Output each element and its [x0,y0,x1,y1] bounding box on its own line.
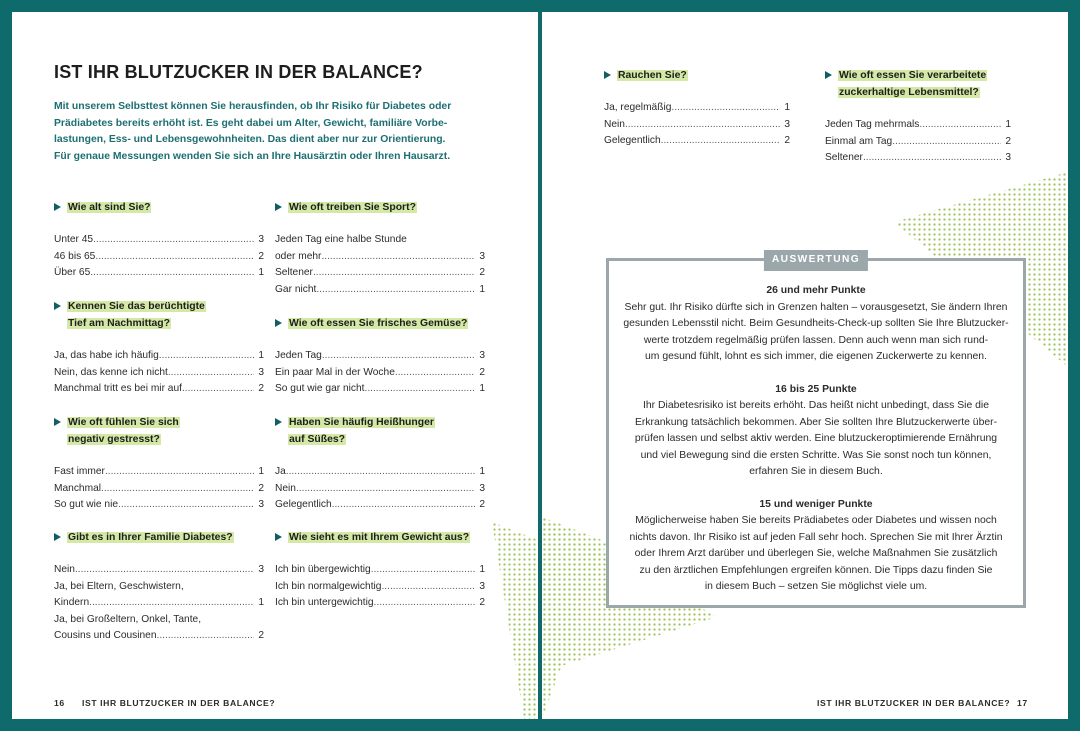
evaluation-section [609,497,1023,596]
question-heading [275,529,485,546]
arrow-right-icon [54,203,61,211]
answer-points: 2 [479,499,485,511]
answer-label: Manchmal tritt es bei mir auf [54,383,182,395]
question-stress [54,414,264,514]
answer-points: 3 [479,250,485,262]
question-text: Wie oft essen Sie frisches Gemüse? [289,318,468,329]
answer-label: Ja, bei Eltern, Geschwistern, [54,580,184,592]
dot-leader [105,464,254,481]
section-line: zu den ärztlichen Empfehlungen ergreifen können. Die Tipps dazu finden Sie [639,564,993,576]
answer-points: 3 [258,499,264,511]
question-sport [275,199,485,298]
dot-leader [395,365,475,382]
answer-label: Ich bin untergewichtig [275,597,374,609]
answer-label: Seltener [275,267,313,279]
answer-points: 3 [258,234,264,245]
dot-leader [286,464,476,481]
question-text: Wie sieht es mit Ihrem Gewicht aus? [289,532,470,543]
answer-list [604,100,790,150]
answer-points [260,612,264,629]
answer-label: Fast immer [54,466,105,477]
question-heading [825,67,1011,101]
answer-points: 1 [479,564,485,575]
arrow-right-icon [604,71,611,79]
answer-row [54,464,264,481]
answer-label: Unter 45 [54,234,94,245]
right-page [542,12,1068,719]
question-sweet-cravings [275,414,485,514]
dot-leader [89,595,254,612]
answer-row [54,595,264,612]
section-line: und viel Bewegung sind die ersten Schritte. Was Sie sonst noch tun können, [640,449,992,461]
section-line: Sehr gut. Ihr Risiko dürfte sich in Grenzen halten – vorausgesetzt, Sie ändern Ihren [624,301,1008,313]
answer-label: Ja, regelmäßig [604,102,672,113]
answer-row [54,232,264,249]
answer-label: Ja, das habe ich häufig [54,350,159,361]
section-line: erfahren Sie in diesem Buch. [749,466,883,477]
section-line: Erkrankung tatsächlich bekommen. Aber Sie sollten Ihre Blutzuckerwerte über- [634,416,998,428]
answer-label: Nein [604,118,625,130]
answer-label: 46 bis 65 [54,250,96,262]
dot-leader [168,365,254,382]
answer-list [275,232,485,298]
question-afternoon-slump [54,298,264,398]
answer-points: 3 [479,482,485,494]
answer-points: 2 [258,250,264,262]
dot-leader [316,282,475,299]
question-weight [275,529,485,612]
page-title: IST IHR BLUTZUCKER IN DER BALANCE? [54,62,423,82]
answer-points: 1 [1005,119,1011,130]
dot-leader [159,348,255,365]
dot-leader [90,265,254,282]
question-text: Wie alt sind Sie? [68,202,151,213]
answer-label: Gelegentlich [275,499,332,511]
answer-label: Ich bin normalgewichtig [275,580,382,592]
answer-list [54,562,264,645]
answer-row [825,150,1011,167]
answer-row [54,381,264,398]
dot-leader [182,381,254,398]
dot-leader [75,562,254,579]
answer-row [275,381,485,398]
dot-leader [661,133,781,150]
answer-points: 2 [1005,135,1011,147]
answer-points: 3 [479,580,485,592]
question-text: Gibt es in Ihrer Familie Diabetes? [68,532,233,543]
dot-leader [93,232,254,249]
evaluation-section [609,382,1023,481]
dot-leader [863,150,1001,167]
dot-leader [371,562,476,579]
answer-label: Über 65 [54,267,91,279]
answer-points: 2 [479,597,485,609]
arrow-right-icon [54,302,61,310]
answer-list [54,464,264,514]
answer-label: Jeden Tag mehrmals [825,119,920,130]
answer-points: 1 [479,283,485,295]
question-heading [275,315,485,332]
section-title: 26 und mehr Punkte [766,285,866,296]
dot-leader [407,232,481,249]
answer-points: 1 [784,102,790,113]
answer-points: 1 [479,466,485,477]
dot-leader [381,579,475,596]
arrow-right-icon [275,319,282,327]
question-text: Wie oft fühlen Sie sich [68,417,179,428]
question-text: negativ gestresst? [68,434,160,445]
dot-leader [201,612,260,629]
answer-points [260,579,264,596]
question-age [54,199,264,282]
section-line: oder Ihrem Arzt darüber und überlegen Sie, welche Maßnahmen Sie zusätzlich [634,548,998,559]
answer-list [825,117,1011,167]
arrow-right-icon [54,418,61,426]
running-head: IST IHR BLUTZUCKER IN DER BALANCE? [82,698,276,708]
answer-label: Nein [275,482,296,494]
question-heading [54,414,264,448]
section-line: nichts davon. Ihr Risiko ist auf jeden Fall sehr hoch. Sprechen Sie mit Ihrer Ärztin [629,531,1003,543]
answer-list [275,464,485,514]
dot-leader [332,497,476,514]
question-text: Rauchen Sie? [618,70,687,81]
answer-row [54,612,264,629]
question-heading [54,199,264,216]
answer-row [54,481,264,498]
answer-row [275,365,485,382]
evaluation-box [606,254,1026,608]
section-line: in diesem Buch – setzen Sie möglichst viele um. [704,581,928,592]
answer-points: 1 [258,466,264,477]
arrow-right-icon [275,418,282,426]
answer-points: 1 [258,597,264,609]
answer-row [54,249,264,266]
answer-points: 3 [1005,152,1011,164]
arrow-right-icon [275,203,282,211]
intro-paragraph [54,99,454,165]
page-number: 17 [1017,698,1028,708]
answer-label: Jeden Tag eine halbe Stunde [275,234,407,245]
answer-row [275,348,485,365]
dot-leader [321,249,475,266]
dot-leader [364,381,475,398]
section-line: Möglicherweise haben Sie bereits Prädiabetes oder Diabetes und wissen noch [635,515,997,526]
answer-points: 1 [258,267,264,279]
dot-leader [671,100,780,117]
dot-leader [296,481,475,498]
section-line: um gesund fühlt, lohnt es sich immer, die eigenen Zuckerwerte zu kennen. [645,351,987,362]
answer-points: 2 [258,482,264,494]
question-text: Tief am Nachmittag? [68,318,171,329]
answer-row [275,464,485,481]
answer-points [481,232,485,249]
dot-leader [322,348,476,365]
answer-list [275,562,485,612]
section-line: werte trotzdem regelmäßig prüfen lassen. Denn auch wenn man sich rund- [643,334,989,346]
answer-label: Ja, bei Großeltern, Onkel, Tante, [54,613,202,625]
question-heading [604,67,790,84]
question-heading [54,529,264,546]
evaluation-section [609,283,1023,366]
intro-line: Für genaue Messungen wenden Sie sich an Ihre Hausärztin oder Ihren Hausarzt. [54,150,451,162]
answer-points: 3 [258,564,264,575]
answer-row [54,265,264,282]
intro-line: Prädiabetes bereits erhöht ist. Es geht dabei um Alter, Gewicht, familiäre Vorbe- [54,117,448,129]
answer-label: Seltener [825,152,863,164]
answer-row [275,232,485,249]
arrow-right-icon [825,71,832,79]
question-smoking [604,67,790,150]
dot-leader [625,117,780,134]
section-title: 15 und weniger Punkte [759,498,873,510]
answer-label: Einmal am Tag [825,135,893,147]
dot-leader [313,265,475,282]
dot-leader [95,249,254,266]
question-family-diabetes [54,529,264,645]
answer-label: oder mehr [275,250,322,262]
answer-row [54,497,264,514]
answer-row [275,282,485,299]
answer-label: Jeden Tag [275,350,322,361]
question-heading [54,298,264,332]
section-line: prüfen lassen und selbst aktiv werden. Eine blutzuckeroptimierende Ernährung [634,433,998,444]
answer-row [275,497,485,514]
answer-points: 3 [784,118,790,130]
dot-leader [118,497,254,514]
answer-row [604,100,790,117]
dot-leader [919,117,1001,134]
question-text: Kennen Sie das berüchtigte [68,301,205,312]
answer-points: 2 [258,630,264,642]
answer-label: So gut wie gar nicht [275,383,365,395]
answer-row [275,562,485,579]
dot-leader [892,134,1001,151]
question-heading [275,414,485,448]
question-text: Wie oft treiben Sie Sport? [289,202,416,213]
dot-leader [157,628,255,645]
question-text: Wie oft essen Sie verarbeitete [839,70,987,81]
evaluation-header: AUSWERTUNG [764,250,868,271]
question-processed-sugar [825,67,1011,167]
answer-label: Nein, das kenne ich nicht [54,366,168,378]
answer-points: 3 [479,350,485,361]
answer-row [54,348,264,365]
question-text: zuckerhaltige Lebensmittel? [839,87,979,98]
answer-row [54,562,264,579]
dot-leader [184,579,260,596]
answer-label: So gut wie nie [54,499,118,511]
answer-row [825,117,1011,134]
section-line: Ihr Diabetesrisiko ist bereits erhöht. Das heißt nicht unbedingt, dass Sie die [643,400,989,411]
answer-label: Nein [54,564,75,575]
answer-label: Ja [275,466,286,477]
answer-label: Ich bin übergewichtig [275,564,371,575]
answer-points: 3 [258,366,264,378]
section-line: gesunden Lebensstil nicht. Beim Gesundheits-Check-up sollten Sie Ihre Blutzucker- [623,318,1009,329]
arrow-right-icon [275,533,282,541]
question-text: auf Süßes? [289,434,346,445]
page-number: 16 [54,698,65,708]
answer-points: 2 [784,135,790,147]
question-heading [275,199,485,216]
answer-label: Gar nicht [275,283,317,295]
question-vegetables [275,315,485,398]
dot-leader [101,481,254,498]
answer-list [275,348,485,398]
section-title: 16 bis 25 Punkte [775,383,857,395]
running-head: IST IHR BLUTZUCKER IN DER BALANCE? [817,698,1011,708]
answer-row [275,595,485,612]
answer-list [54,232,264,282]
left-page [12,12,538,719]
arrow-right-icon [54,533,61,541]
answer-points: 1 [258,350,264,361]
answer-row [275,265,485,282]
answer-row [54,579,264,596]
answer-label: Kindern [54,597,90,609]
question-text: Haben Sie häufig Heißhunger [289,417,434,428]
answer-row [825,134,1011,151]
answer-row [604,133,790,150]
intro-line: Mit unserem Selbsttest können Sie herausfinden, ob Ihr Risiko für Diabetes oder [54,101,452,112]
answer-points: 2 [479,267,485,279]
answer-label: Gelegentlich [604,135,661,147]
answer-list [54,348,264,398]
answer-row [275,579,485,596]
answer-points: 1 [479,383,485,395]
dot-leader [374,595,476,612]
answer-label: Ein paar Mal in der Woche [275,366,395,378]
intro-line: lastungen, Ess- und Lebensgewohnheiten. Das dient aber nur zur Orientierung. [54,134,446,146]
answer-label: Cousins und Cousinen [54,630,157,642]
evaluation-content [609,261,1023,596]
answer-row [275,249,485,266]
answer-points: 2 [258,383,264,395]
answer-points: 2 [479,366,485,378]
answer-row [604,117,790,134]
answer-row [275,481,485,498]
answer-label: Manchmal [54,482,101,494]
answer-row [54,628,264,645]
answer-row [54,365,264,382]
